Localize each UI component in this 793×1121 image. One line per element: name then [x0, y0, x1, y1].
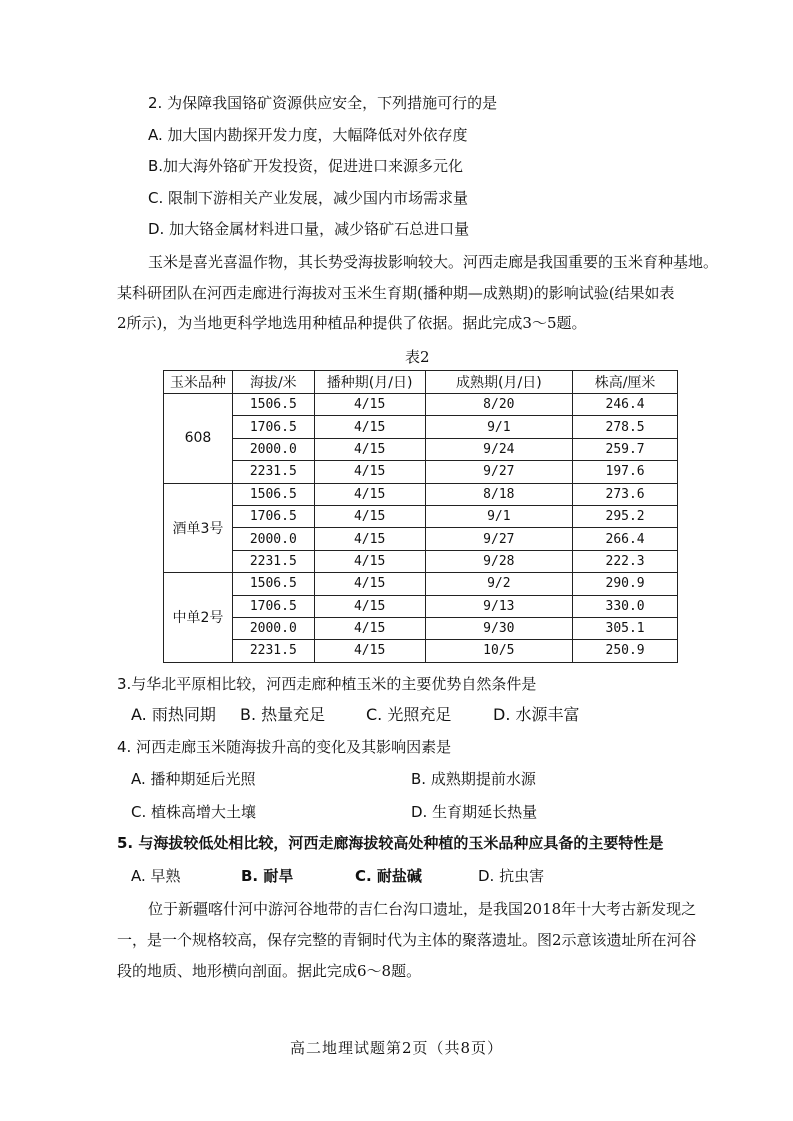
maturity-cell: 9/13	[425, 595, 573, 617]
q3-option-b: B. 热量充足	[240, 705, 326, 724]
altitude-cell: 2000.0	[232, 617, 314, 639]
q3-stem: 3.与华北平原相比较，河西走廊种植玉米的主要优势自然条件是	[117, 675, 537, 693]
q3-option-d: D. 水源丰富	[493, 705, 580, 724]
height-cell: 197.6	[573, 461, 678, 483]
table-row	[164, 438, 678, 460]
maturity-cell: 9/27	[425, 528, 573, 550]
q4-option-a: A. 播种期延后光照	[131, 770, 256, 788]
height-cell: 290.9	[573, 573, 678, 595]
maturity-cell: 8/20	[425, 394, 573, 416]
q5-stem: 5. 与海拔较低处相比较，河西走廊海拔较高处种植的玉米品种应具备的主要特性是	[117, 834, 664, 852]
table-row	[164, 416, 678, 438]
data-table	[163, 370, 678, 663]
passage1-line-3: 2所示)，为当地更科学地选用种植品种提供了依据。据此完成3～5题。	[117, 314, 587, 332]
table-row	[164, 573, 678, 595]
sowing-cell: 4/15	[314, 640, 425, 662]
table-header-cell: 海拔/米	[232, 371, 314, 394]
passage2-line-2: 一，是一个规格较高，保存完整的青铜时代为主体的聚落遗址。图2示意该遗址所在河谷	[117, 931, 697, 949]
q2-option-c: C. 限制下游相关产业发展，减少国内市场需求量	[148, 189, 469, 207]
table-row	[164, 640, 678, 662]
maturity-cell: 9/1	[425, 505, 573, 527]
passage1-line-2: 某科研团队在河西走廊进行海拔对玉米生育期(播种期—成熟期)的影响试验(结果如表	[117, 284, 675, 302]
page-footer: 高二地理试题第2页（共8页）	[289, 1039, 504, 1057]
q2-option-a: A. 加大国内勘探开发力度，大幅降低对外依存度	[148, 126, 468, 144]
altitude-cell: 1706.5	[232, 416, 314, 438]
table-row	[164, 528, 678, 550]
table-header-row	[164, 371, 678, 394]
table-header-cell: 播种期(月/日)	[314, 371, 425, 394]
table-header-cell: 玉米品种	[164, 371, 233, 394]
variety-cell: 608	[164, 394, 233, 484]
maturity-cell: 9/2	[425, 573, 573, 595]
table-row	[164, 483, 678, 505]
height-cell: 246.4	[573, 394, 678, 416]
q2-option-d: D. 加大铬金属材料进口量，减少铬矿石总进口量	[148, 220, 470, 238]
passage2-line-1: 位于新疆喀什河中游河谷地带的吉仁台沟口遗址，是我国2018年十大考古新发现之	[148, 900, 697, 918]
sowing-cell: 4/15	[314, 617, 425, 639]
passage1-line-1: 玉米是喜光喜温作物，其长势受海拔影响较大。河西走廊是我国重要的玉米育种基地。	[148, 253, 719, 271]
q5-option-b: B. 耐旱	[241, 867, 294, 885]
sowing-cell: 4/15	[314, 416, 425, 438]
q4-option-c: C. 植株高增大土壤	[131, 803, 257, 821]
table-header-cell: 成熟期(月/日)	[425, 371, 573, 394]
variety-cell: 中单2号	[164, 573, 233, 663]
maturity-cell: 9/1	[425, 416, 573, 438]
altitude-cell: 2231.5	[232, 550, 314, 572]
height-cell: 305.1	[573, 617, 678, 639]
table-row	[164, 505, 678, 527]
sowing-cell: 4/15	[314, 461, 425, 483]
sowing-cell: 4/15	[314, 394, 425, 416]
table-caption: 表2	[405, 348, 430, 366]
sowing-cell: 4/15	[314, 573, 425, 595]
altitude-cell: 2000.0	[232, 438, 314, 460]
maturity-cell: 9/27	[425, 461, 573, 483]
table-row	[164, 461, 678, 483]
altitude-cell: 1706.5	[232, 595, 314, 617]
height-cell: 222.3	[573, 550, 678, 572]
maturity-cell: 9/24	[425, 438, 573, 460]
sowing-cell: 4/15	[314, 505, 425, 527]
altitude-cell: 1506.5	[232, 394, 314, 416]
height-cell: 278.5	[573, 416, 678, 438]
maturity-cell: 8/18	[425, 483, 573, 505]
maturity-cell: 9/30	[425, 617, 573, 639]
q2-option-b: B.加大海外铬矿开发投资，促进进口来源多元化	[148, 157, 464, 175]
sowing-cell: 4/15	[314, 438, 425, 460]
altitude-cell: 1706.5	[232, 505, 314, 527]
height-cell: 295.2	[573, 505, 678, 527]
q2-stem: 2. 为保障我国铬矿资源供应安全，下列措施可行的是	[148, 94, 498, 112]
sowing-cell: 4/15	[314, 550, 425, 572]
sowing-cell: 4/15	[314, 483, 425, 505]
table-row	[164, 550, 678, 572]
q5-option-c: C. 耐盐碱	[355, 867, 422, 885]
height-cell: 266.4	[573, 528, 678, 550]
altitude-cell: 1506.5	[232, 483, 314, 505]
maturity-cell: 9/28	[425, 550, 573, 572]
table-header-cell: 株高/厘米	[573, 371, 678, 394]
q3-option-a: A. 雨热同期	[131, 705, 216, 724]
table-row	[164, 617, 678, 639]
altitude-cell: 2000.0	[232, 528, 314, 550]
height-cell: 250.9	[573, 640, 678, 662]
sowing-cell: 4/15	[314, 595, 425, 617]
table-row	[164, 394, 678, 416]
sowing-cell: 4/15	[314, 528, 425, 550]
q4-option-b: B. 成熟期提前水源	[411, 770, 536, 788]
height-cell: 273.6	[573, 483, 678, 505]
q4-option-d: D. 生育期延长热量	[411, 803, 538, 821]
altitude-cell: 2231.5	[232, 640, 314, 662]
q3-option-c: C. 光照充足	[366, 705, 452, 724]
passage2-line-3: 段的地质、地形横向剖面。据此完成6～8题。	[117, 962, 422, 980]
height-cell: 330.0	[573, 595, 678, 617]
altitude-cell: 1506.5	[232, 573, 314, 595]
variety-cell: 酒单3号	[164, 483, 233, 573]
q5-option-d: D. 抗虫害	[478, 867, 545, 885]
maturity-cell: 10/5	[425, 640, 573, 662]
table-row	[164, 595, 678, 617]
q4-stem: 4. 河西走廊玉米随海拔升高的变化及其影响因素是	[117, 738, 452, 756]
q5-option-a: A. 早熟	[131, 867, 181, 885]
height-cell: 259.7	[573, 438, 678, 460]
altitude-cell: 2231.5	[232, 461, 314, 483]
